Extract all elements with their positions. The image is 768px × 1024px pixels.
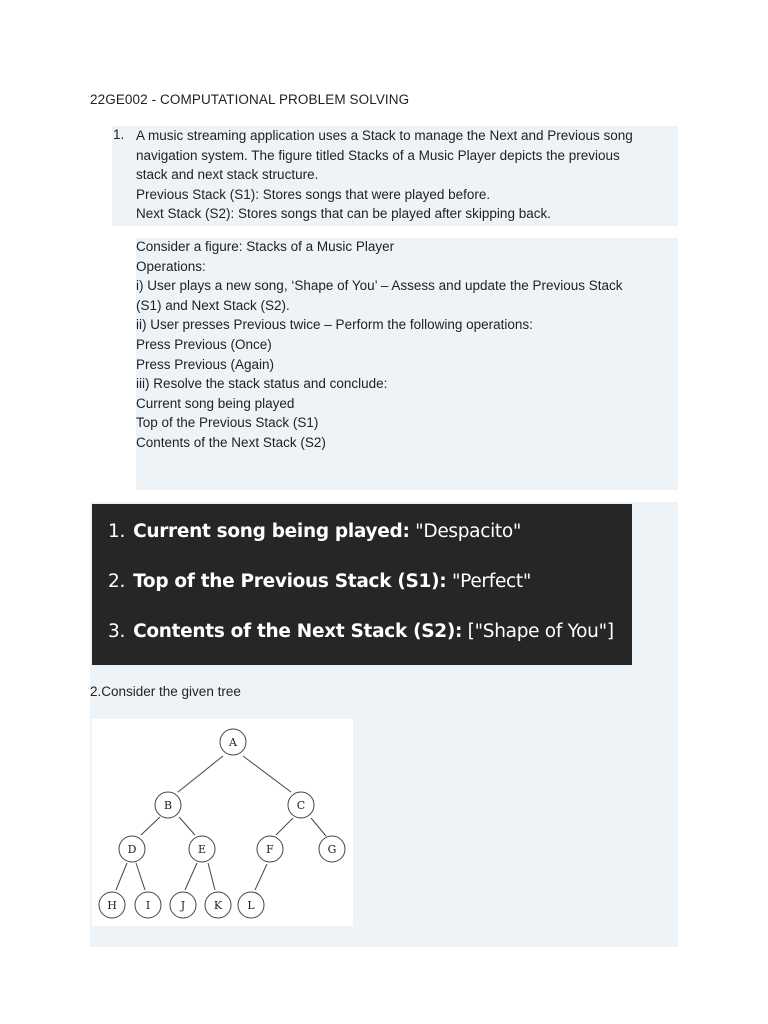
operations-text (136, 237, 671, 453)
node-label: I (145, 899, 151, 912)
node-label: G (327, 843, 337, 856)
tree-diagram (92, 719, 353, 926)
operations-line: Current song being played (136, 395, 295, 411)
node-label: C (296, 799, 306, 812)
question1-text (136, 126, 671, 224)
answer-label: Current song being played: (133, 521, 410, 542)
edge-b-d (141, 817, 160, 835)
tree-svg (92, 719, 353, 926)
edge-a-b (178, 756, 223, 792)
operations-line: Press Previous (Again) (136, 356, 275, 372)
answer-image (92, 504, 632, 665)
question1-line: navigation system. The figure titled Stacks of a Music Player depicts the previous (136, 147, 620, 163)
question1-line: A music streaming application uses a Stack to manage the Next and Previous song (136, 128, 633, 143)
tree-node-i (135, 892, 161, 918)
operations-line: i) User plays a new song, ‘Shape of You’ – Assess and update the Previous Stack (136, 278, 623, 294)
tree-node-k (205, 892, 231, 918)
answer-number: 3. (108, 621, 126, 642)
tree-node-e (189, 836, 215, 862)
tree-node-h (99, 892, 125, 918)
edge-c-f (276, 818, 293, 835)
tree-edges (116, 756, 326, 890)
node-label: L (247, 899, 255, 912)
operations-line: ii) User presses Previous twice – Perform the following operations: (136, 317, 533, 333)
answer-number: 2. (108, 571, 126, 592)
node-label: D (127, 843, 137, 856)
tree-node-b (155, 792, 181, 818)
node-label: A (229, 736, 237, 749)
node-label: K (213, 899, 223, 912)
operations-line: (S1) and Next Stack (S2). (136, 297, 290, 313)
edge-d-h (116, 863, 127, 890)
edge-c-g (311, 818, 326, 836)
node-label: J (180, 899, 186, 912)
edge-b-e (179, 817, 195, 835)
operations-line: iii) Resolve the stack status and conclude: (136, 376, 388, 392)
course-title: 22GE002 - COMPUTATIONAL PROBLEM SOLVING (90, 92, 410, 107)
node-label: B (163, 799, 173, 812)
edge-f-l (255, 864, 267, 890)
node-label: H (107, 899, 117, 912)
operations-line: Press Previous (Once) (136, 336, 272, 352)
edge-a-c (243, 756, 291, 792)
tree-node-d (119, 836, 145, 862)
operations-line: Contents of the Next Stack (S2) (136, 434, 326, 450)
tree-node-j (170, 892, 196, 918)
edge-e-j (185, 863, 197, 890)
answer-value: ["Shape of You"] (462, 621, 614, 642)
tree-node-g (319, 836, 345, 862)
tree-node-l (238, 892, 264, 918)
answer-item (108, 621, 614, 642)
node-label: E (197, 843, 207, 856)
question2-title: 2.Consider the given tree (90, 684, 241, 699)
answer-value: "Perfect" (446, 571, 532, 592)
answer-label: Top of the Previous Stack (S1): (133, 571, 447, 592)
question1-line: Next Stack (S2): Stores songs that can be played after skipping back. (136, 206, 551, 222)
tree-node-a (220, 729, 246, 755)
answer-item (108, 571, 531, 592)
edge-e-k (208, 863, 215, 890)
question1-number: 1. (113, 127, 125, 142)
answer-value: "Despacito" (409, 521, 522, 542)
answer-label: Contents of the Next Stack (S2): (133, 621, 463, 642)
answer-item (108, 521, 521, 542)
answer-number: 1. (108, 521, 126, 542)
tree-node-c (288, 792, 314, 818)
edge-d-i (136, 863, 145, 890)
tree-node-f (257, 836, 283, 862)
question1-line: stack and next stack structure. (136, 167, 319, 183)
node-label: F (266, 843, 274, 856)
operations-line: Consider a figure: Stacks of a Music Player (136, 239, 395, 254)
operations-line: Top of the Previous Stack (S1) (136, 415, 319, 431)
question1-line: Previous Stack (S1): Stores songs that were played before. (136, 186, 491, 202)
operations-line: Operations: (136, 258, 206, 274)
